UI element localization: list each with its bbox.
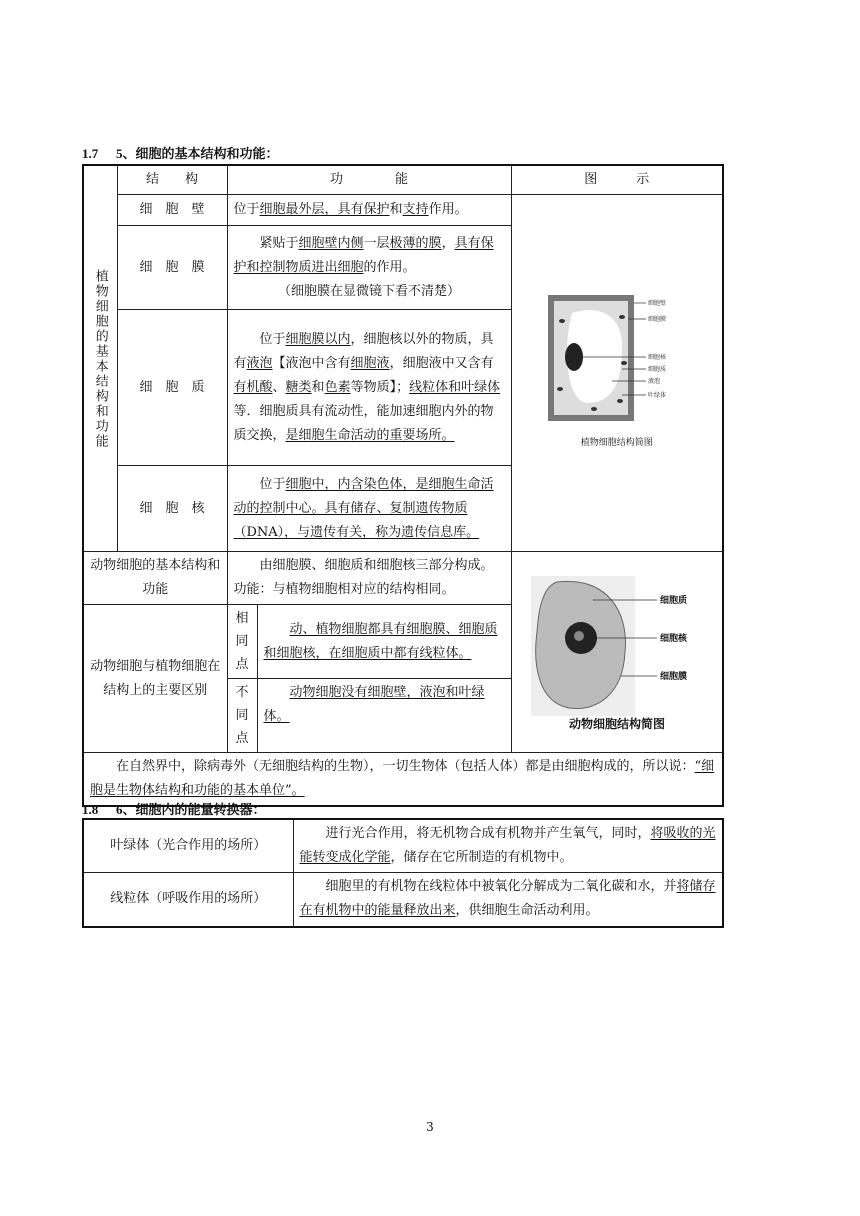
animal-fig-label-membrane: 细胞膜 [659, 672, 687, 682]
mitochondria-label: 线粒体（呼吸作用的场所） [83, 873, 293, 927]
chloroplast-label: 叶绿体（光合作用的场所） [83, 819, 293, 873]
animal-cell-figure [511, 552, 723, 753]
page-number: 3 [426, 1120, 434, 1134]
summary-text: 在自然界中，除病毒外（无细胞结构的生物），一切生物体（包括人体）都是由细胞构成的，所以说：“细胞是生物体结构和功能的基本单位”。 [83, 753, 723, 807]
section-heading-1 [82, 143, 279, 162]
plant-fig-caption: 植物细胞结构简图 [580, 438, 653, 448]
plant-cell-label: 植物细胞的基本结构和功能 [83, 165, 117, 552]
plant-fig-label-vacuole: 液泡 [647, 378, 660, 385]
header-structure: 结 构 [117, 165, 227, 195]
membrane-function: 紧贴于细胞壁内侧一层极薄的膜，具有保护和控制物质进出细胞的作用。 （细胞膜在显微镜下看不清楚） [227, 226, 511, 310]
plant-fig-label-cytoplasm: 细胞质 [647, 366, 666, 373]
diff-points-text: 动物细胞没有细胞壁，液泡和叶绿体。 [257, 679, 511, 753]
animal-fig-label-cytoplasm: 细胞质 [659, 596, 687, 606]
plant-fig-label-wall: 细胞壁 [647, 300, 666, 307]
plant-fig-label-nucleus: 细胞核 [647, 354, 666, 361]
comparison-label: 动物细胞与植物细胞在结构上的主要区别 [83, 605, 227, 753]
plant-fig-label-chloroplast: 叶绿体 [647, 392, 666, 399]
section-number: 1.8 [82, 802, 99, 817]
plant-fig-label-membrane: 细胞膜 [647, 316, 666, 323]
animal-fig-label-nucleus: 细胞核 [659, 634, 687, 644]
cell-wall-name: 细 胞 壁 [117, 195, 227, 226]
nucleus-name: 细 胞 核 [117, 466, 227, 552]
cytoplasm-function: 位于细胞膜以内，细胞核以外的物质，具有液泡【液泡中含有细胞液，细胞液中又含有有机酸、糖类和色素等物质】；线粒体和叶绿体等．细胞质具有流动性，能加速细胞内外的物质交换，是细胞生命活动的重要场所。 [227, 310, 511, 466]
animal-fig-caption: 动物细胞结构简图 [568, 717, 665, 731]
section-number: 1.7 [82, 146, 99, 161]
same-points-label: 相同点 [227, 605, 257, 679]
animal-cell-diagram [517, 572, 717, 732]
membrane-note: （细胞膜在显微镜下看不清楚） [278, 283, 461, 299]
chloroplast-function: 进行光合作用，将无机物合成有机物并产生氧气，同时，将吸收的光能转变成化学能，储存在它所制造的有机物中。 [293, 819, 723, 873]
header-figure: 图 示 [511, 165, 723, 195]
membrane-name: 细 胞 膜 [117, 226, 227, 310]
plant-cell-figure [511, 195, 723, 552]
plant-cell-diagram [542, 291, 692, 431]
section-heading-2 [82, 799, 266, 818]
energy-converter-table [82, 818, 724, 928]
diff-points-label: 不同点 [227, 679, 257, 753]
section-title: 5、细胞的基本结构和功能： [116, 146, 279, 161]
animal-cell-function: 由细胞膜、细胞质和细胞核三部分构成。功能：与植物细胞相对应的结构相同。 [227, 552, 511, 605]
animal-cell-label: 动物细胞的基本结构和功能 [83, 552, 227, 605]
mitochondria-function: 细胞里的有机物在线粒体中被氧化分解成为二氧化碳和水，并将储存在有机物中的能量释放出来，供细胞生命活动利用。 [293, 873, 723, 927]
same-points-text: 动、植物细胞都具有细胞膜、细胞质和细胞核，在细胞质中都有线粒体。 [257, 605, 511, 679]
cytoplasm-name: 细 胞 质 [117, 310, 227, 466]
header-function: 功 能 [227, 165, 511, 195]
section-title: 6、细胞内的能量转换器： [116, 802, 266, 817]
nucleus-function: 位于细胞中，内含染色体，是细胞生命活动的控制中心。具有储存、复制遗传物质（DNA），与遗传有关，称为遗传信息库。 [227, 466, 511, 552]
cell-wall-function: 位于细胞最外层，具有保护和支持作用。 [227, 195, 511, 226]
cell-structure-table [82, 164, 724, 807]
